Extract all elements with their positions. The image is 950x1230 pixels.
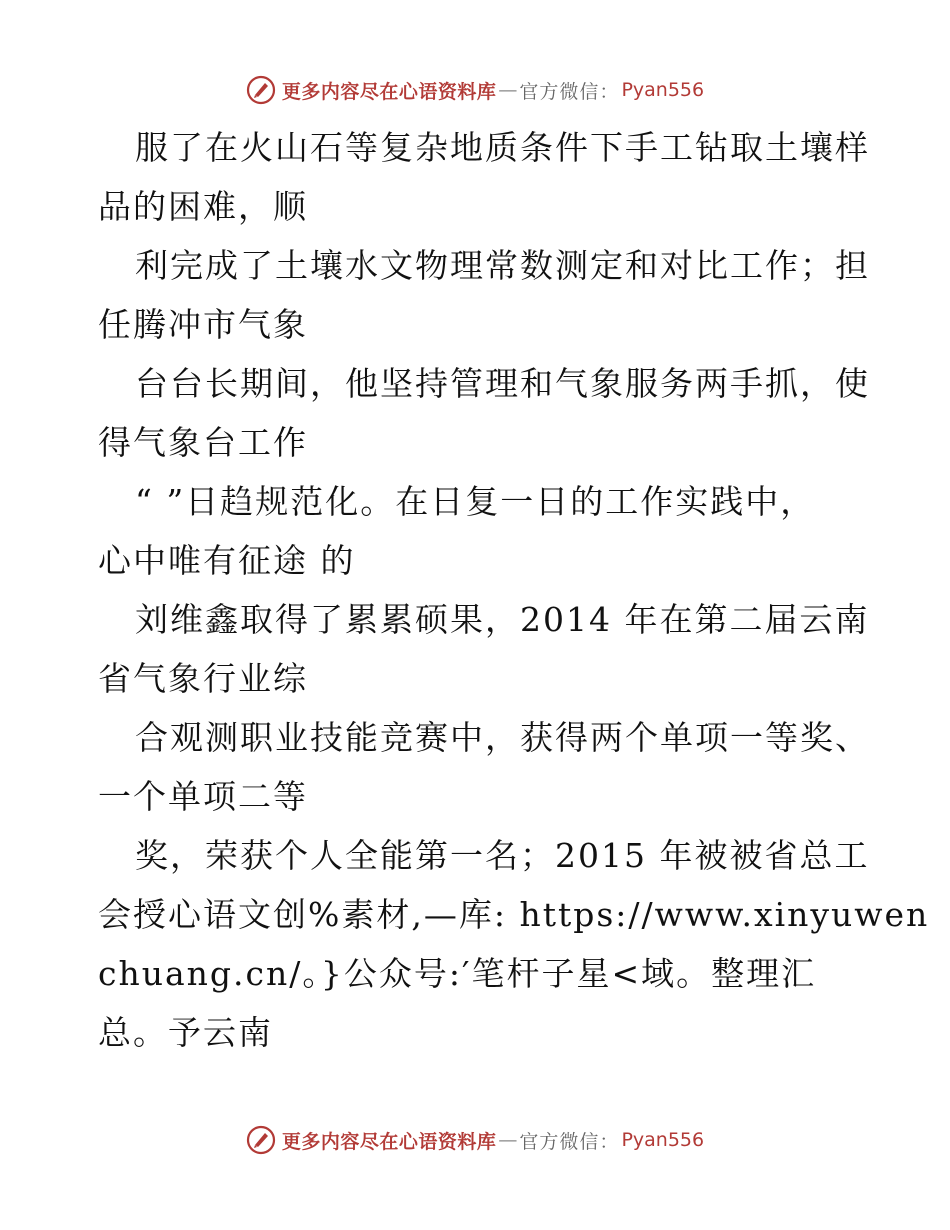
body-line: 品的困难，顺	[98, 187, 308, 226]
body-line: 心中唯有征途 的	[98, 541, 356, 580]
footer-watermark	[0, 1124, 950, 1156]
watermark-logo-icon	[246, 1125, 276, 1155]
body-line: 总。予云南	[98, 1013, 273, 1052]
watermark-label: 官方微信：	[519, 80, 620, 103]
body-line: chuang.cn/。}公众号:′笔杆子星<域。整理汇	[98, 954, 817, 993]
body-line: 刘维鑫取得了累累硕果，2014 年在第二届云南	[135, 600, 870, 639]
body-line: 省气象行业综	[98, 659, 308, 698]
watermark-id: Pyan556	[621, 1129, 705, 1151]
body-line: 奖，荣获个人全能第一名；2015 年被被省总工	[135, 836, 870, 875]
watermark-text: 更多内容尽在心语资料库	[281, 1130, 497, 1153]
watermark-id: Pyan556	[621, 79, 705, 101]
body-line: 合观测职业技能竞赛中，获得两个单项一等奖、	[135, 718, 870, 757]
watermark-label: 官方微信：	[519, 1130, 620, 1153]
body-line: 台台长期间，他坚持管理和气象服务两手抓，使	[135, 364, 870, 403]
watermark-text: 更多内容尽在心语资料库	[281, 80, 497, 103]
body-line: 一个单项二等	[98, 777, 308, 816]
body-line: 得气象台工作	[98, 423, 308, 462]
watermark-separator: —	[498, 1129, 516, 1151]
watermark-separator: —	[498, 79, 516, 101]
body-line: 服了在火山石等复杂地质条件下手工钻取土壤样	[135, 128, 870, 167]
watermark-logo-icon	[246, 75, 276, 105]
body-line: 任腾冲市气象	[98, 305, 308, 344]
header-watermark	[0, 74, 950, 106]
document-body	[98, 118, 930, 1062]
body-line: 利完成了土壤水文物理常数测定和对比工作；担	[135, 246, 870, 285]
body-line: 会授心语文创%素材,—库: https://www.xinyuwen	[98, 895, 930, 934]
body-line: “ ”日趋规范化。在日复一日的工作实践中，	[135, 482, 816, 521]
